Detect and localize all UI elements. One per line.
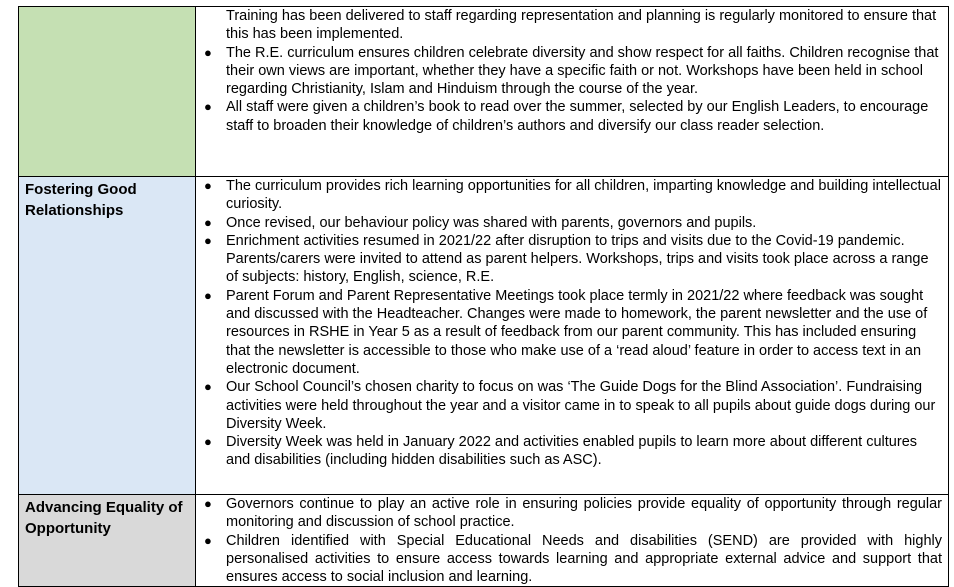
bullet-list <box>196 44 948 135</box>
list-item: ● Diversity Week was held in January 2022 and activities enabled pupils to learn more about different cultures and disabilities (including hidden disabilities such as ASC). <box>204 434 918 469</box>
continuation-text: Training has been delivered to staff regarding representation and planning is regularly monitored to ensure that this has been implemented. <box>226 8 937 43</box>
list-item: ● Once revised, our behaviour policy was shared with parents, governors and pupils. <box>204 214 757 231</box>
list-item: ● The curriculum provides rich learning opportunities for all children, imparting knowledge and building intellectual curiosity. <box>204 178 941 213</box>
bullet-icon: ● <box>204 99 212 115</box>
bullet-icon: ● <box>204 287 212 303</box>
row-content-cell <box>196 495 949 587</box>
bullet-icon: ● <box>204 379 212 395</box>
table-row <box>19 177 949 495</box>
bullet-icon: ● <box>204 434 212 450</box>
bullet-icon: ● <box>204 532 212 548</box>
bullet-icon: ● <box>204 232 212 248</box>
bullet-icon: ● <box>204 496 212 511</box>
bullet-icon: ● <box>204 214 212 230</box>
row-label-cell <box>19 177 196 495</box>
equality-table <box>18 6 949 587</box>
bullet-list <box>196 177 948 470</box>
list-item: ● Children identified with Special Educational Needs and disabilities (SEND) are provided with highly personalised activities to ensure access towards learning and appropriate external advice and support that ensures access to social inclusion and learning. <box>204 532 942 586</box>
bullet-icon: ● <box>204 44 212 60</box>
row-label-cell <box>19 7 196 177</box>
row-heading: Fostering Good Relationships <box>25 181 137 219</box>
row-content-cell <box>196 177 949 495</box>
list-item: ● Governors continue to play an active role in ensuring policies provide equality of opportunity through regular monitoring and discussion of school practice. <box>204 496 942 531</box>
list-item: ● Enrichment activities resumed in 2021/22 after disruption to trips and visits due to the Covid-19 pandemic. Parents/carers were invited to attend as parent helpers. Workshops, trips and visits took place across a range of subjects: history, English, science, R.E. <box>204 232 929 286</box>
list-item: ● The R.E. curriculum ensures children celebrate diversity and show respect for all faiths. Children recognise that their own views are important, whether they have a specific faith or not. Workshops have been held in school regarding Christianity, Islam and Hinduism through the course of the year. <box>204 44 939 98</box>
list-item: ● All staff were given a children’s book to read over the summer, selected by our English Leaders, to encourage staff to broaden their knowledge of children’s authors and diversify our class reader selection. <box>204 99 929 134</box>
row-label-cell <box>19 495 196 587</box>
bullet-list <box>196 495 948 586</box>
table-row <box>19 7 949 177</box>
bullet-icon: ● <box>204 178 212 193</box>
row-content-cell <box>196 7 949 177</box>
table-row <box>19 495 949 587</box>
list-item: ● Parent Forum and Parent Representative Meetings took place termly in 2021/22 where feedback was sought and discussed with the Headteacher. Changes were made to homework, the parent newsletter and the use of resources in RSHE in Year 5 as a result of feedback from our parent community. This has included ensuring that the newsletter is accessible to those who make use of a ‘read aloud’ feature in order to access text in an electronic document. <box>204 287 928 377</box>
row-heading: Advancing Equality of Opportunity <box>25 499 183 537</box>
list-item: ● Our School Council’s chosen charity to focus on was ‘The Guide Dogs for the Blind Association’. Fundraising activities were held throughout the year and a visitor came in to speak to all pupils about guide dogs during our Diversity Week. <box>204 379 936 432</box>
